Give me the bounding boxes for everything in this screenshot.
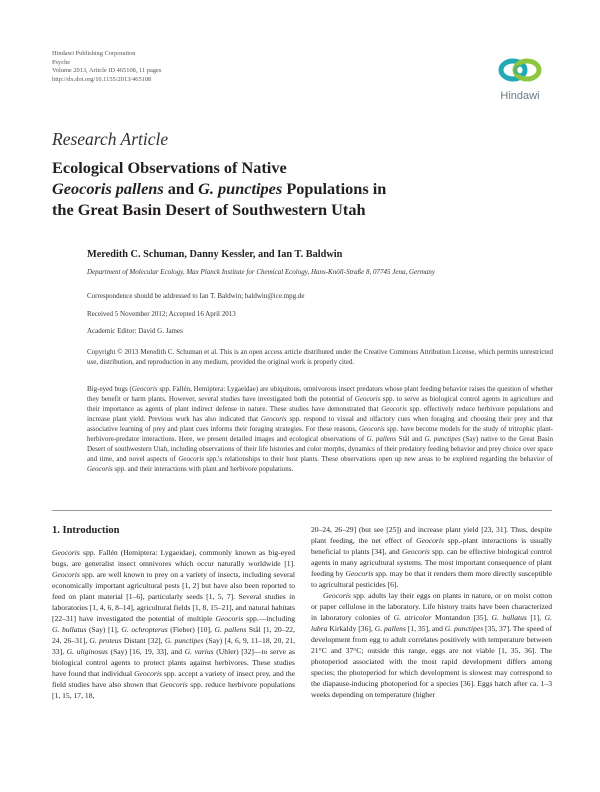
title-line-2 — [52, 178, 512, 199]
intro-paragraph-1-cont: 20–24, 26–29] (but see [25]) and increase plant yield [23, 31]. Thus, despite plant feeding, the net effect of Geocoris spp.-plant interactions is usually beneficial to plants [34], and Geocoris spp. can be effective biological control agents in many agricultural systems. The most important consequence of plant feeding by Geocoris spp. may be that it renders them more directly susceptible to agricultural pesticides [6]. — [311, 525, 552, 590]
title-line-3: the Great Basin Desert of Southwestern Utah — [52, 200, 366, 219]
section-divider — [52, 510, 552, 511]
authors: Meredith C. Schuman, Danny Kessler, and Ian T. Baldwin — [87, 249, 343, 260]
title-species-2: G. punctipes — [198, 179, 283, 198]
journal-header — [52, 50, 352, 84]
article-title — [52, 157, 512, 220]
article-type: Research Article — [52, 129, 169, 149]
title-conjunction: and — [163, 179, 199, 198]
title-line-2-tail: Populations in — [282, 179, 387, 198]
intro-paragraph-2: Geocoris spp. adults lay their eggs on plants in nature, or on moist cotton or paper cellulose in the laboratory. Life history traits have been characterized in laboratory colonies of G. atricolor Montandon [35], G. bullatus [1], G. lubra Kirkaldy [36], G. pallens [1, 35], and G. punctipes [35, 37]. The speed of development from egg to adult correlates positively with temperature between 21°C and 37°C; outside this range, eggs are not viable [1, 35, 36]. The photoperiod associated with the most rapid development differs among species; the photoperiod for which development is slowest may correspond to the diapause-inducing photoperiod for a species [36]. Eggs hatch after ca. 1–3 weeks depending on temperature (higher — [311, 591, 552, 700]
intro-paragraph-1: Geocoris spp. Fallén (Hemiptera: Lygaeidae), commonly known as big-eyed bugs, are generalist insect omnivores which occur naturally worldwide [1]. Geocoris spp. are well known to prey on a variety of insects, including several economically important agricultural pests [1, 2] but have also been reported to feed on plant material [1–6], particularly seeds [1, 5, 7]. Several studies in laboratories [1, 4, 6, 8–14], agricultural fields [1, 8, 15–21], and natural habitats [22–31] have investigated the potential of multiple Geocoris spp.—including G. bullatus (Say) [1], G. ochropterus (Fieber) [10], G. pallens Stål [1, 20–22, 24, 26–31], G. proteus Distant [32], G. punctipes (Say) [4, 6, 9, 11–18, 20, 21, 33], G. uliginosus (Say) [16, 19, 33], and G. varius (Uhler) [32]—to serve as biological control agents to protect plants against herbivores. These studies have found that individual Geocoris spp. accept a variety of insect prey, and the field studies have also shown that Geocoris spp. reduce herbivore populations [1, 15, 17, 18, — [52, 548, 296, 701]
title-species-1: Geocoris pallens — [52, 179, 164, 198]
hindawi-logo-text: Hindawi — [500, 90, 540, 102]
intro-column-right — [311, 524, 552, 700]
hindawi-logo — [488, 50, 552, 106]
abstract: Big-eyed bugs (Geocoris spp. Fallén, Hemiptera: Lygaeidae) are ubiquitous, omnivorous insect predators whose plant feeding behavior raises the question of whether they benefit or harm plants. However, several studies have investigated both the potential of Geocoris spp. to serve as biological control agents in agriculture and their importance as agents of plant indirect defense in nature. These studies have demonstrated that Geocoris spp. effectively reduce herbivore populations and increase plant yield. Previous work has also indicated that Geocoris spp. respond to visual and olfactory cues when foraging and choosing their prey and that associative learning of prey and plant cues informs their foraging strategies. For these reasons, Geocoris spp. have become models for the study of tritrophic plant-herbivore-predator interactions. Here, we present detailed images and ecological observations of G. pallens Stål and G. punctipes (Say) native to the Great Basin Desert of southwestern Utah, including observations of their life histories and color morphs, dynamics of their predatory feeding behavior and prey choice over space and time, and novel aspects of Geocoris spp.'s relationships to their host plants. These observations open up new areas to be explored regarding the behavior of Geocoris spp. and their interactions with plant and herbivore populations. — [87, 385, 554, 474]
journal-name: Psyche — [52, 58, 71, 66]
affiliation: Department of Molecular Ecology, Max Planck Institute for Chemical Ecology, Hans-Knöll-Straße 8, 07745 Jena, Germany — [87, 268, 435, 276]
intro-column-left — [52, 547, 295, 701]
received-dates: Received 5 November 2012; Accepted 16 April 2013 — [87, 310, 236, 318]
hindawi-logo-icon — [488, 50, 552, 90]
section-heading-introduction: 1. Introduction — [52, 525, 120, 536]
publisher: Hindawi Publishing Corporation — [52, 50, 136, 57]
doi-link[interactable]: http://dx.doi.org/10.1155/2013/465108 — [52, 75, 152, 83]
academic-editor: Academic Editor: David G. James — [87, 327, 183, 335]
copyright-notice: Copyright © 2013 Meredith C. Schuman et al. This is an open access article distributed under the Creative Commons Attribution License, which permits unrestricted use, distribution, and reproduction in any medium, provided the original work is properly cited. — [87, 348, 553, 366]
volume-info: Volume 2013, Article ID 465108, 11 pages — [52, 67, 162, 75]
title-line-1: Ecological Observations of Native — [52, 158, 287, 177]
correspondence: Correspondence should be addressed to Ian T. Baldwin; baldwin@ice.mpg.de — [87, 292, 305, 300]
